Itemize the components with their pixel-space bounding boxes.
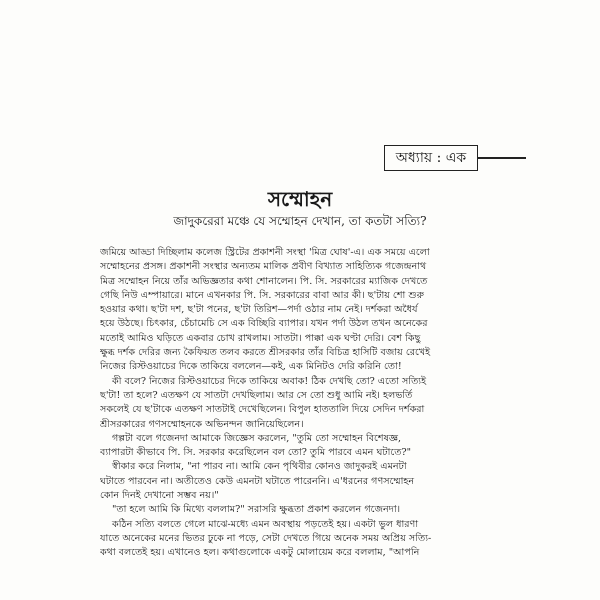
body-line: শ্রীসরকারের গণসম্মোহনকে অভিনন্দন জানিয়েছিলেন। — [100, 418, 304, 430]
chapter-label-text: অধ্যায় : এক — [395, 150, 467, 166]
body-line: কঠিন সত্যি বলতে গেলে মাঝে-মধ্যে এমন অবস্থায় পড়তেই হয়। একটা ভুল ধারণা — [112, 518, 419, 530]
body-line: স্বীকার করে নিলাম, "না পারব না। আমি কেন পৃথিবীর কোনও জাদুকরই এমনটা — [112, 461, 407, 473]
chapter-label — [384, 145, 478, 171]
body-line: "তা হলে আমি কি মিথ্যে বললাম?" সরাসরি ক্ষুব্ধতা প্রকাশ করলেন গজেনদা। — [112, 504, 401, 516]
body-line: গেছি নিউ এম্পায়ারে। মানে এখনকার পি. সি. সরকারের বাবা আর কী। ছ'টায় শো শুরু — [100, 289, 424, 301]
chapter-rule — [478, 157, 526, 159]
body-line: মিত্র সম্মোহন নিয়ে তাঁর অভিজ্ঞতার কথা শোনালেন। পি. সি. সরকারের ম্যাজিক দেখতে — [100, 275, 428, 287]
body-line: ব্যাপারটা কীভাবে পি. সি. সরকার করেছিলেন বল তো? তুমি পারবে এমন ঘটাতে?" — [100, 447, 412, 459]
body-line: সম্মোহনের প্রসঙ্গ। প্রকাশনী সংস্থার অন্যতম মালিক প্রবীণ বিখ্যাত সাহিত্যিক গজেন্দ্রনাথ — [100, 261, 427, 273]
body-line: হওয়ার কথা। ছ'টা দশ, ছ'টা পনের, ছ'টা তিরিশ—পর্দা ওঠার নাম নেই। দর্শকরা অধৈর্য — [100, 304, 418, 316]
body-line: জমিয়ে আড্ডা দিচ্ছিলাম কলেজ স্ট্রিটের প্রকাশনী সংস্থা 'মিত্র ঘোষ'-এ। এক সময়ে এলো — [100, 247, 430, 258]
body-line: কী বলে? নিজের রিস্টওয়াচের দিকে তাকিয়ে অবাক! ঠিক দেখছি তো? এতো সত্যিই — [112, 375, 427, 387]
body-line: নিজের রিস্টওয়াচের দিকে তাকিয়ে বললেন—কই, এক মিনিটও দেরি করিনি তো! — [100, 361, 402, 373]
body-line: ক্ষুব্ধ দর্শক দেরির জন্য কৈফিয়ত তলব করতে শ্রীসরকার তাঁর বিচিত্র হাসিটি বজায় রেখেই — [100, 347, 431, 359]
body-line: সকলেই যে ছ'টাকে এতক্ষণ সাতটাই দেখেছিলেন। বিপুল হাততালি দিয়ে সেদিন দর্শকরা — [100, 404, 425, 416]
body-line: যাতে অনেকের মনের ভিতর ঢুকে না পড়ে, সেটা দেখতে গিয়ে অনেক সময় অপ্রিয় সত্যি- — [100, 532, 432, 544]
body-line: গল্পটা বলে গজেনদা আমাকে জিজ্ঞেস করলেন, "তুমি তো সম্মোহন বিশেষজ্ঞ, — [112, 432, 402, 444]
chapter-subtitle: জাদুকরেরা মঞ্চে যে সম্মোহন দেখান, তা কতটা সত্যি? — [173, 214, 427, 228]
chapter-title: সম্মোহন — [267, 187, 333, 211]
body-text — [100, 246, 520, 561]
body-line: ছ'টা! তা হলে? এতক্ষণ যে সাতটা দেখছিলাম। আর সে তো শুধু আমি নই। হলভর্তি — [100, 389, 413, 401]
body-line: কথা বলতেই হয়। এখানেও হল। কথাগুলোকে একটু মোলায়েম করে বললাম, "আপনি — [100, 547, 420, 559]
body-line: ঘটাতে পারবেন না। অতীতেও কেউ এমনটা ঘটাতে পারেননি। এ'ধরনের গণসম্মোহন — [100, 475, 415, 487]
body-line: কোন দিনই দেখানো সম্ভব নয়।" — [100, 490, 219, 502]
body-line: মতোই আমিও ঘড়িতে একবার চোখ রাখলাম। সাতটা। পাক্কা এক ঘণ্টা দেরি। বেশ কিছু — [100, 332, 421, 344]
body-line: হয়ে উঠছে। চিৎকার, চেঁচামেচি সে এক বিচ্ছিরি ব্যাপার। যখন পর্দা উঠল তখন অনেকের — [100, 318, 428, 330]
